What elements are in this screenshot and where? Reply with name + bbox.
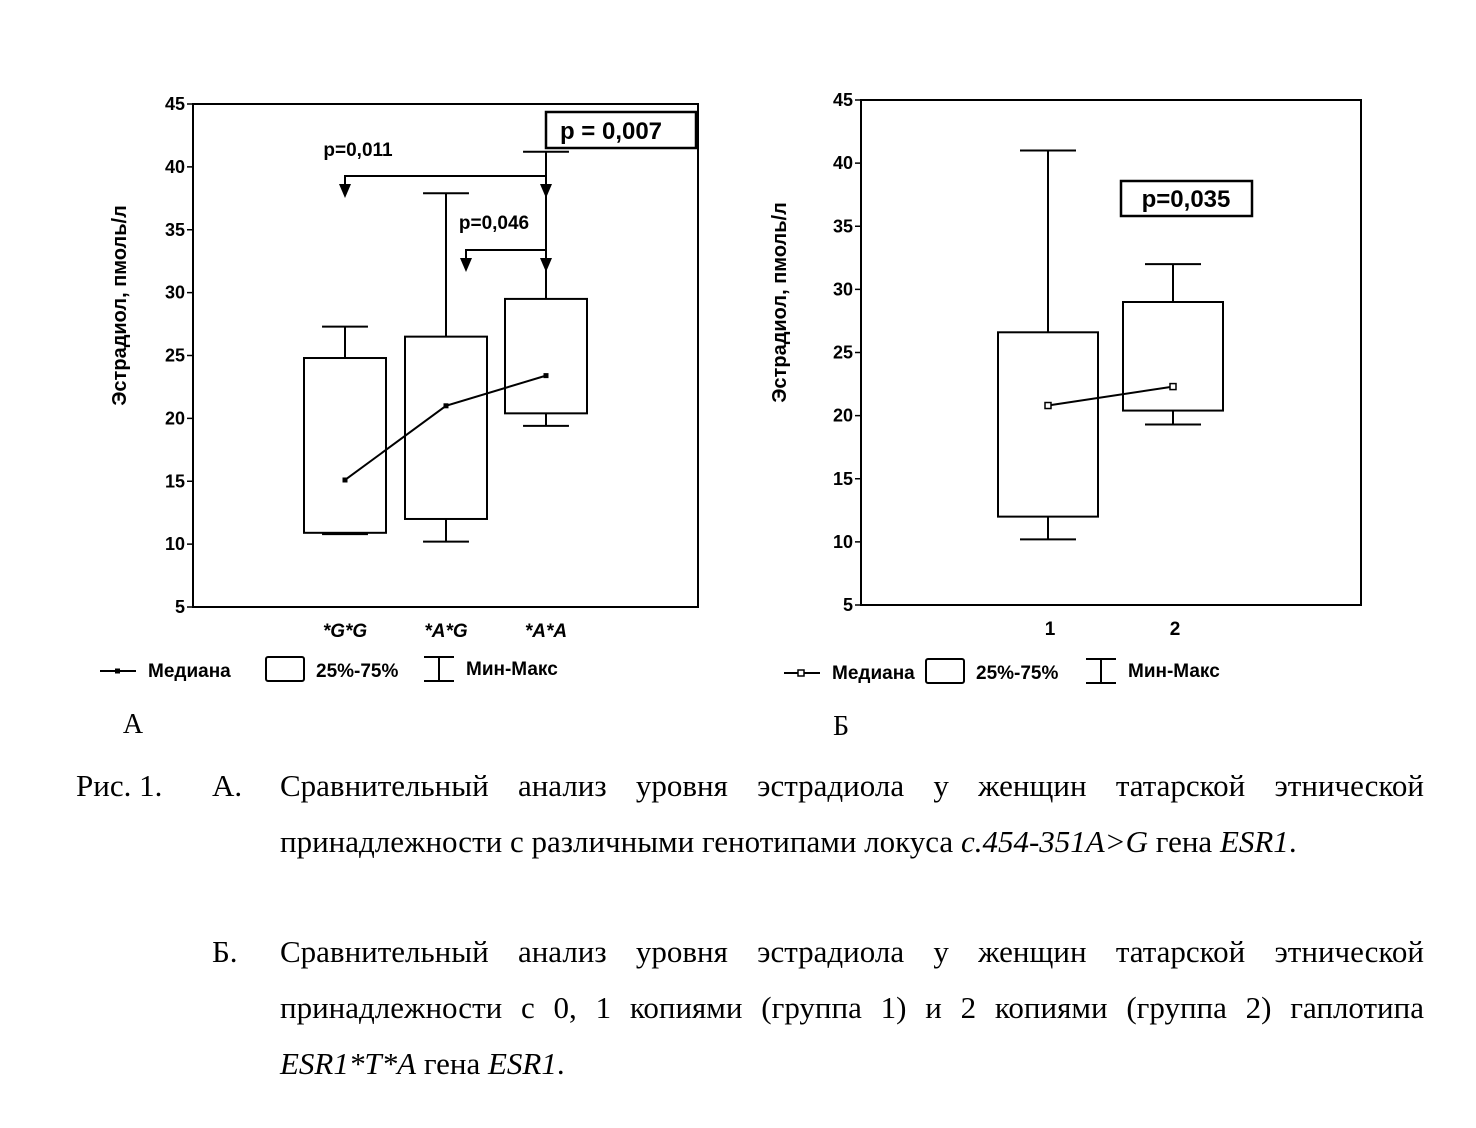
legend-iqr-label: 25%-75% [316, 661, 399, 682]
legend-box-swatch [926, 659, 964, 683]
caption-text-run: . [1288, 824, 1297, 859]
legend-minmax-label: Мин-Макс [1128, 661, 1220, 682]
y-tick-label: 30 [164, 282, 185, 303]
y-tick-label: 5 [174, 597, 185, 617]
caption-italic-term: ESR1*T*A [280, 1046, 417, 1081]
caption-text-run: гена [416, 1046, 488, 1081]
legend-median-marker [115, 669, 120, 674]
y-tick-label: 10 [164, 534, 185, 555]
panel-a-chart [100, 94, 698, 740]
y-tick-label: 20 [164, 408, 185, 429]
caption-italic-term: c.454-351A>G [960, 824, 1149, 859]
caption-text-run: . [556, 1046, 565, 1081]
legend-median-label: Медиана [148, 661, 231, 682]
caption-figure-label: Рис. 1. [76, 768, 163, 803]
comparison-arrowhead [540, 184, 552, 198]
y-tick-label: 5 [842, 595, 853, 615]
y-tick-label: 45 [832, 90, 853, 110]
figure-caption [0, 758, 1476, 1118]
comparison-bracket [345, 176, 546, 190]
iqr-box [998, 332, 1098, 516]
iqr-box [304, 358, 386, 533]
y-tick-label: 10 [832, 531, 853, 552]
caption-text-run: Сравнительный анализ уровня эстрадиола у женщин татарской этнической принадлежности с 0, 1 копиями (группа 1) и 2 копиями (группа 2) гаплотипа [280, 934, 1424, 1025]
median-marker [343, 477, 348, 482]
comparison-arrowhead [339, 184, 351, 198]
median-marker [1170, 384, 1176, 390]
median-marker [444, 403, 449, 408]
panel-letter: А [122, 709, 144, 740]
comparison-p-label: p=0,046 [458, 213, 530, 234]
y-tick-label: 15 [164, 471, 185, 492]
x-category-label: 1 [1044, 619, 1056, 640]
y-axis-label: Эстрадиол, пмоль/л [769, 202, 791, 403]
y-axis-label: Эстрадиол, пмоль/л [109, 205, 131, 406]
legend-iqr-label: 25%-75% [976, 663, 1059, 684]
caption-text-run: гена [1148, 824, 1220, 859]
median-marker [544, 373, 549, 378]
legend-median-label: Медиана [832, 663, 915, 684]
comparison-arrowhead [460, 258, 472, 272]
y-tick-label: 40 [164, 156, 185, 177]
y-tick-label: 35 [832, 216, 853, 237]
x-category-label: 2 [1169, 619, 1181, 640]
overall-p-label: p=0,035 [1141, 186, 1231, 213]
caption-item-a-text [280, 758, 1424, 870]
legend-box-swatch [266, 657, 304, 681]
panel-letter: Б [832, 711, 850, 742]
comparison-arrowhead [540, 258, 552, 272]
iqr-box [505, 299, 587, 413]
iqr-box [1123, 302, 1223, 411]
caption-item-b-text [280, 924, 1424, 1092]
y-tick-label: 25 [832, 342, 853, 363]
comparison-bracket [466, 250, 546, 264]
panel-b-chart [769, 90, 1361, 742]
median-marker [1045, 403, 1051, 409]
y-tick-label: 15 [832, 468, 853, 489]
caption-italic-term: ESR1 [1219, 824, 1289, 859]
x-category-label: *A*G [424, 621, 468, 642]
legend-median-marker [798, 670, 804, 676]
y-tick-label: 45 [164, 94, 185, 114]
y-tick-label: 40 [832, 153, 853, 174]
caption-item-b-label: Б. [212, 934, 238, 969]
caption-text-run: Сравнительный анализ уровня эстрадиола у женщин татарской этнической принадлежности с различными генотипами локуса [280, 768, 1424, 859]
x-category-label: *G*G [322, 621, 368, 642]
y-tick-label: 30 [832, 279, 853, 300]
y-tick-label: 35 [164, 219, 185, 240]
y-tick-label: 25 [164, 345, 185, 366]
legend-minmax-label: Мин-Макс [466, 659, 558, 680]
caption-item-a-label: А. [212, 768, 243, 803]
y-tick-label: 20 [832, 405, 853, 426]
overall-p-label: p = 0,007 [559, 118, 663, 145]
plot-frame [861, 100, 1361, 605]
comparison-p-label: p=0,011 [323, 140, 393, 161]
caption-italic-term: ESR1 [487, 1046, 557, 1081]
x-category-label: *A*A [524, 621, 568, 642]
